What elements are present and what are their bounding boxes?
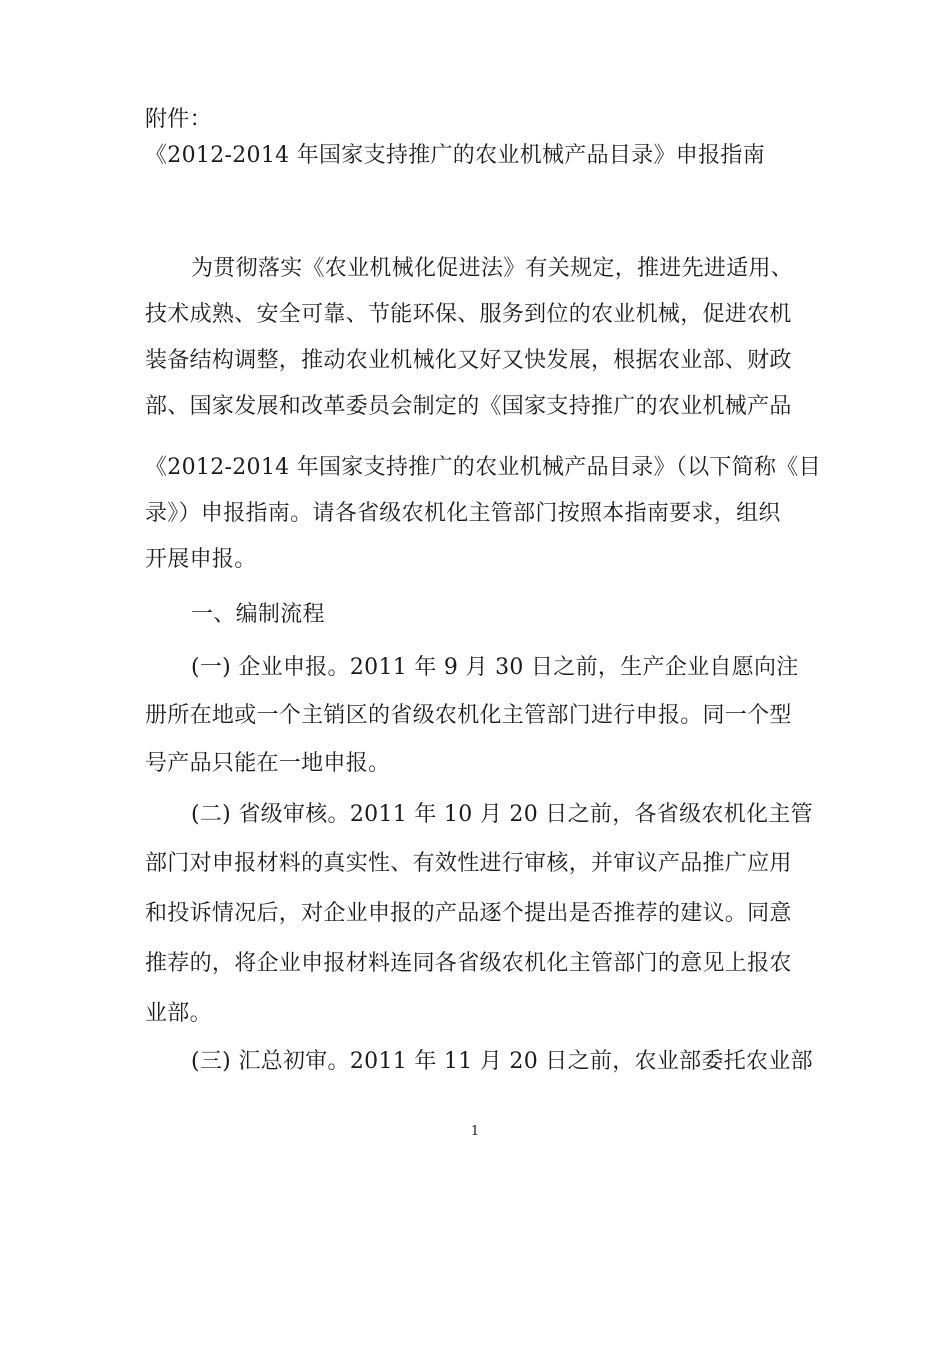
paragraph-line: 装备结构调整，推动农业机械化又好又快发展，根据农业部、财政 <box>145 348 792 373</box>
paragraph-line: 开展申报。 <box>145 547 257 572</box>
attachment-label: 附件： <box>145 107 212 132</box>
page-number: 1 <box>470 1124 480 1139</box>
paragraph-line: 为贯彻落实《农业机械化促进法》有关规定，推进先进适用、 <box>191 256 794 281</box>
paragraph-line: (二) 省级审核。2011 年 10 月 20 日之前，各省级农机化主管 <box>191 802 813 827</box>
document-title: 《2012-2014 年国家支持推广的农业机械产品目录》申报指南 <box>145 143 766 168</box>
paragraph-line: 和投诉情况后，对企业申报的产品逐个提出是否推荐的建议。同意 <box>145 901 792 926</box>
paragraph-line: 业部。 <box>145 1001 212 1026</box>
paragraph-line: 推荐的，将企业申报材料连同各省级农机化主管部门的意见上报农 <box>145 951 792 976</box>
paragraph-line: 《2012-2014 年国家支持推广的农业机械产品目录》（以下简称《目 <box>145 455 821 480</box>
paragraph-line: 部、国家发展和改革委员会制定的《国家支持推广的农业机械产品 <box>145 394 792 419</box>
paragraph-line: 录》）申报指南。请各省级农机化主管部门按照本指南要求，组织 <box>145 501 781 526</box>
section-heading: 一、编制流程 <box>191 602 325 627</box>
paragraph-line: 号产品只能在一地申报。 <box>145 751 391 776</box>
paragraph-line: 册所在地或一个主销区的省级农机化主管部门进行申报。同一个型 <box>145 703 792 728</box>
paragraph-line: 技术成熟、安全可靠、节能环保、服务到位的农业机械，促进农机 <box>145 302 792 327</box>
paragraph-line: (三) 汇总初审。2011 年 11 月 20 日之前，农业部委托农业部 <box>191 1049 813 1074</box>
paragraph-line: 部门对申报材料的真实性、有效性进行审核，并审议产品推广应用 <box>145 851 792 876</box>
paragraph-line: (一) 企业申报。2011 年 9 月 30 日之前，生产企业自愿向注 <box>191 655 799 680</box>
